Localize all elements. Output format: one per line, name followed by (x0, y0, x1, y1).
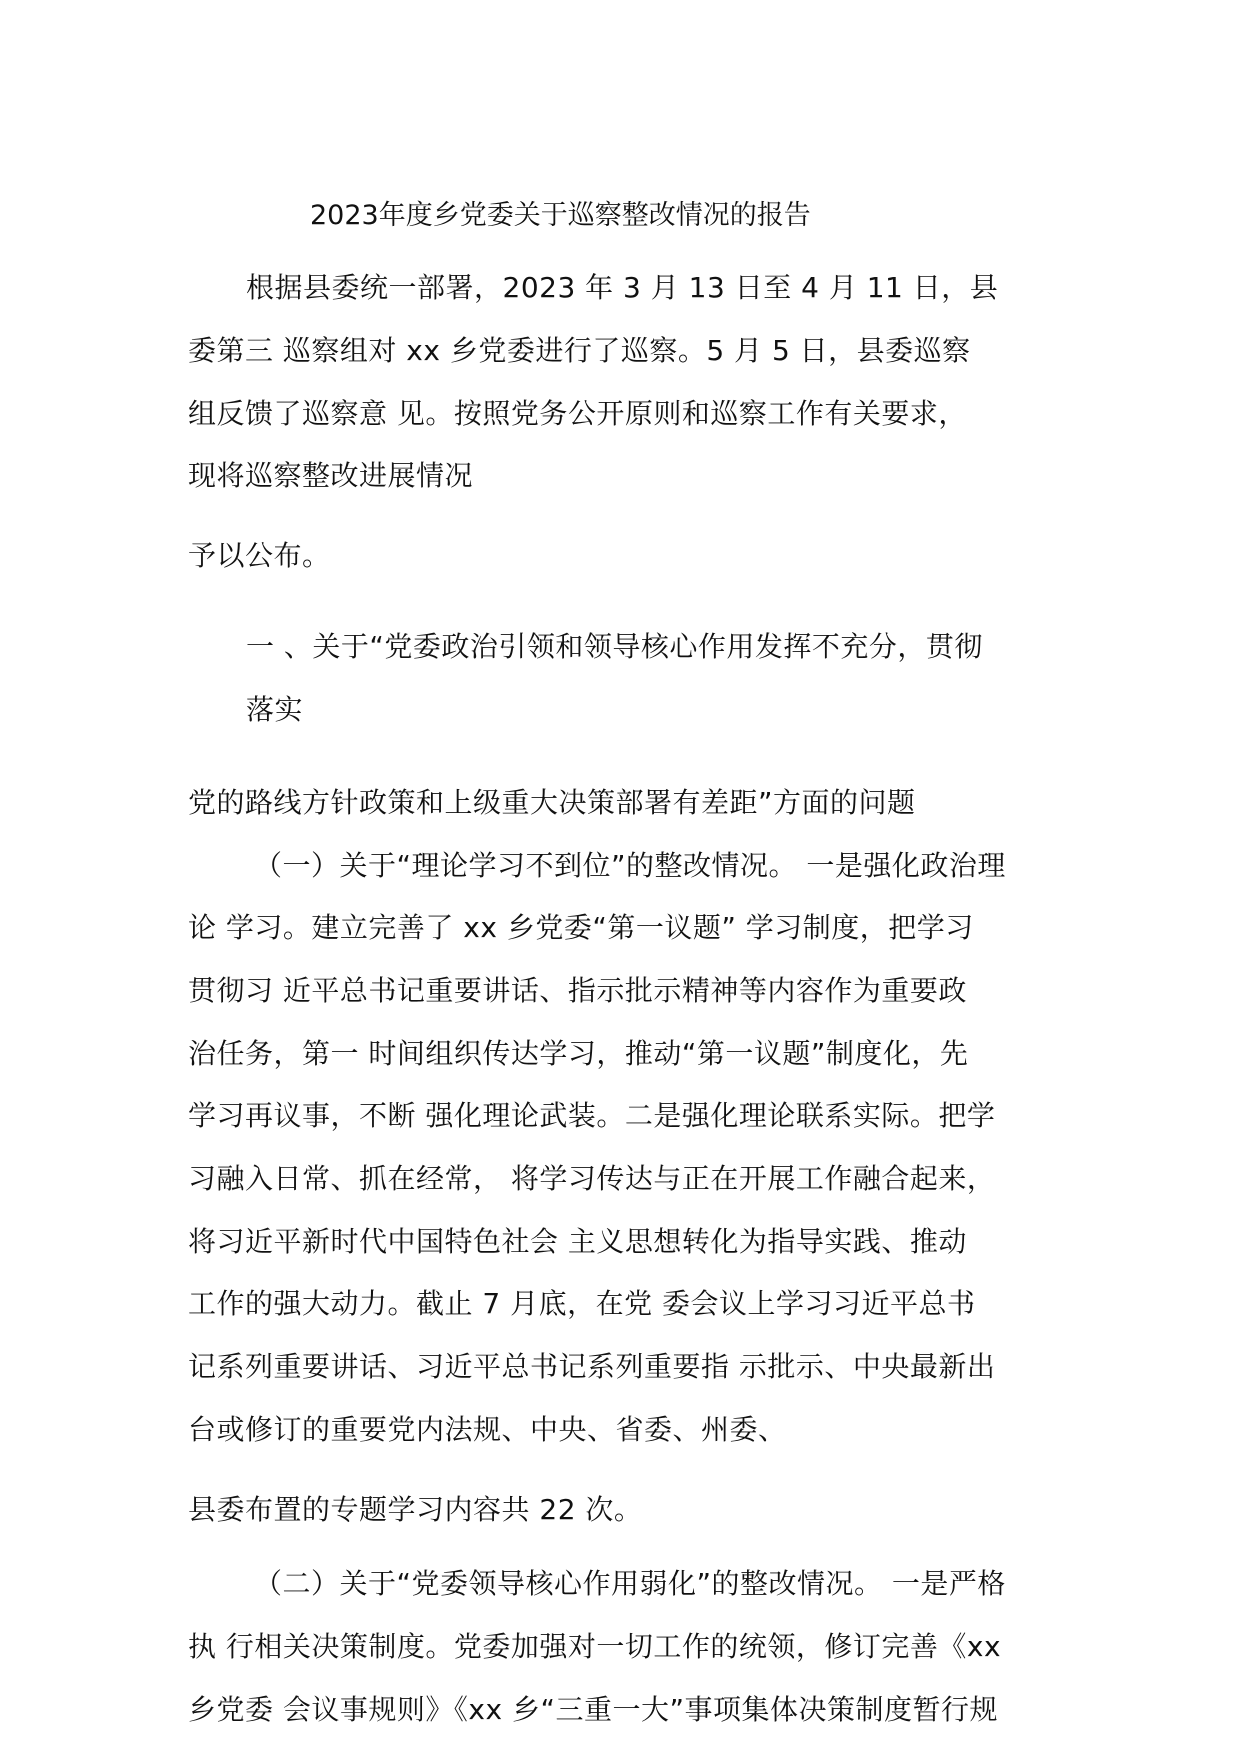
paragraph-line: 根据县委统一部署，2023 年 3 月 13 日至 4 月 11 日，县 (246, 271, 999, 304)
paragraph-line: 现将巡察整改进展情况 (188, 459, 474, 492)
paragraph-line: 台或修订的重要党内法规、中央、省委、州委、 (188, 1413, 787, 1446)
paragraph-line: 工作的强大动力。截止 7 月底，在党 委会议上学习习近平总书 (188, 1287, 976, 1320)
section-heading-line: 党的路线方针政策和上级重大决策部署有差距”方面的问题 (188, 786, 916, 819)
section-heading-line: 一 、关于“党委政治引领和领导核心作用发挥不充分，贯彻 (246, 630, 983, 663)
paragraph-line: 乡党委 会议事规则》《xx 乡“三重一大”事项集体决策制度暂行规 (188, 1693, 998, 1726)
paragraph-line: 记系列重要讲话、习近平总书记系列重要指 示批示、中央最新出 (188, 1350, 996, 1383)
paragraph-line: （一）关于“理论学习不到位”的整改情况。 一是强化政治理 (254, 849, 1006, 882)
paragraph-line: 论 学习。建立完善了 xx 乡党委“第一议题” 学习制度，把学习 (188, 911, 974, 944)
paragraph-line: 贯彻习 近平总书记重要讲话、指示批示精神等内容作为重要政 (188, 974, 967, 1007)
paragraph-line: 予以公布。 (188, 539, 331, 572)
paragraph-line: 执 行相关决策制度。党委加强对一切工作的统领，修订完善《xx (188, 1630, 1002, 1663)
section-heading-line: 落实 (246, 693, 304, 726)
paragraph-line: 习融入日常、抓在经常， 将学习传达与正在开展工作融合起来， (188, 1162, 996, 1195)
paragraph-line: 委第三 巡察组对 xx 乡党委进行了巡察。5 月 5 日，县委巡察 (188, 334, 971, 367)
paragraph-line: 组反馈了巡察意 见。按照党务公开原则和巡察工作有关要求， (188, 397, 967, 430)
document-title: 2023年度乡党委关于巡察整改情况的报告 (310, 200, 811, 231)
paragraph-line: （二）关于“党委领导核心作用弱化”的整改情况。 一是严格 (254, 1567, 1006, 1600)
paragraph-line: 县委布置的专题学习内容共 22 次。 (188, 1493, 643, 1526)
paragraph-line: 将习近平新时代中国特色社会 主义思想转化为指导实践、推动 (188, 1225, 967, 1258)
paragraph-line: 学习再议事，不断 强化理论武装。二是强化理论联系实际。把学 (188, 1099, 996, 1132)
paragraph-line: 治任务，第一 时间组织传达学习，推动“第一议题”制度化，先 (188, 1037, 969, 1070)
